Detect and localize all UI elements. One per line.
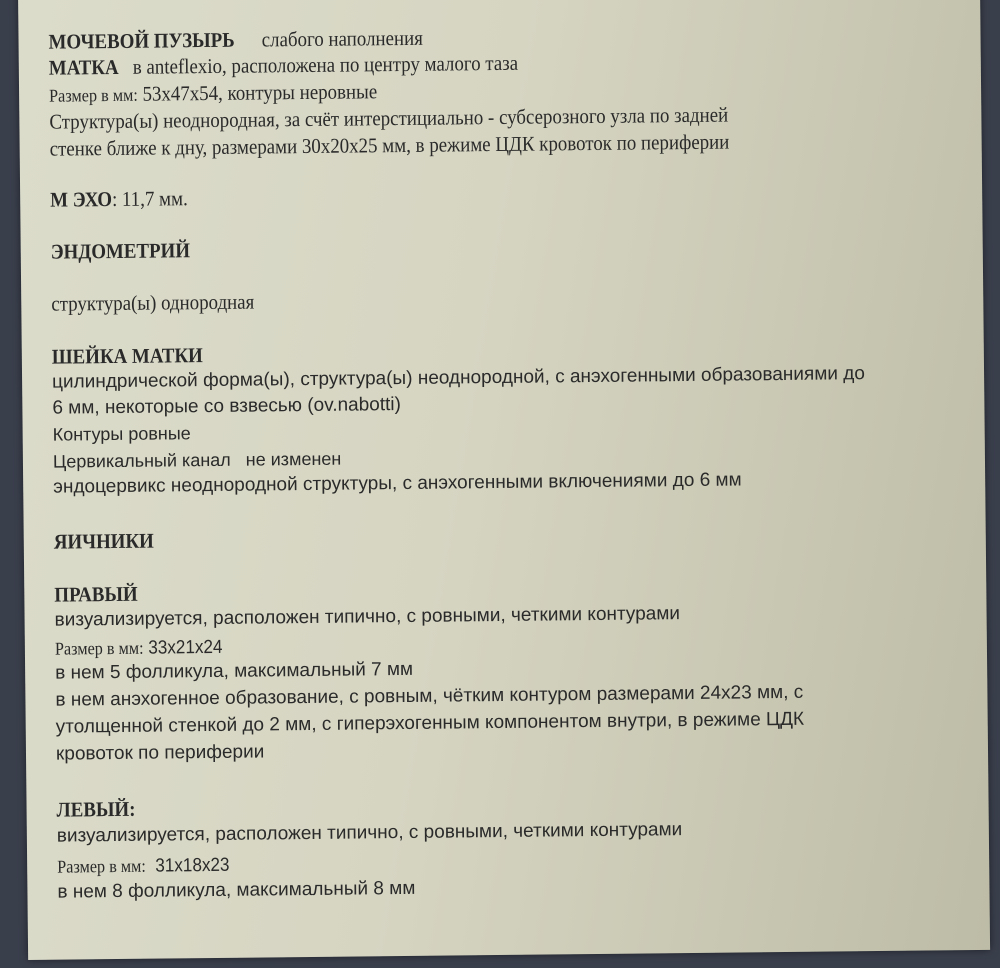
left-size-label: Размер в мм: xyxy=(57,855,146,877)
canal-value: не изменен xyxy=(245,448,342,470)
right-size-value: 33х21х24 xyxy=(148,636,223,659)
right-ovary-visual: визуализируется, расположен типично, с ровными, четкими контурами xyxy=(54,603,681,631)
bladder-line xyxy=(48,26,423,55)
uterus-line xyxy=(49,51,518,81)
left-ovary-visual: визуализируется, расположен типично, с ровными, четкими контурами xyxy=(56,819,683,847)
bladder-label: МОЧЕВОЙ ПУЗЫРЬ xyxy=(48,27,235,54)
uterus-size-value: 53х47х54, контуры неровные xyxy=(142,79,378,106)
left-ovary-size xyxy=(57,852,230,879)
uterus-structure-1: Структура(ы) неоднородная, за счёт интерстициально - субсерозного узла по задней xyxy=(49,102,729,134)
left-ovary-label: ЛЕВЫЙ: xyxy=(56,796,136,822)
ovaries-label: ЯИЧНИКИ xyxy=(53,528,154,554)
right-ovary-size xyxy=(55,634,223,661)
uterus-value: в anteflexio, расположена по центру малого таза xyxy=(132,50,519,79)
cervical-canal xyxy=(53,449,342,473)
right-formation-2: утолщенной стенкой до 2 мм, с гиперэхогенным компонентом внутри, в режиме ЦДК xyxy=(55,708,805,738)
bladder-value: слабого наполнения xyxy=(261,25,424,52)
document-page xyxy=(18,0,990,960)
right-ovary-label: ПРАВЫЙ xyxy=(54,581,138,607)
cervix-line-1: цилиндрической форма(ы), структура(ы) неоднородной, с анэхогенными образованиями до xyxy=(51,363,865,393)
left-size-value: 31х18х23 xyxy=(155,854,230,877)
uterus-size-label: Размер в мм: xyxy=(49,84,138,106)
endometrium-label: ЭНДОМЕТРИЙ xyxy=(50,238,191,264)
uterus-structure-2: стенке ближе к дну, размерами 30х20х25 мм, в режиме ЦДК кровоток по периферии xyxy=(49,129,730,161)
m-echo-label: М ЭХО xyxy=(50,187,113,212)
uterus-size xyxy=(49,79,377,107)
uterus-label: МАТКА xyxy=(48,54,119,80)
right-size-label: Размер в мм: xyxy=(54,637,144,659)
m-echo-value: : 11,7 мм. xyxy=(111,186,188,212)
endometrium-structure: структура(ы) однородная xyxy=(51,289,255,316)
canal-label: Цервикальный канал xyxy=(52,449,231,472)
cervix-label: ШЕЙКА МАТКИ xyxy=(51,343,203,369)
endocervix: эндоцервикс неоднородной структуры, с анэхогенными включениями до 6 мм xyxy=(53,469,742,498)
cervix-contours: Контуры ровные xyxy=(52,423,191,445)
right-follicles: в нем 5 фолликула, максимальный 7 мм xyxy=(55,658,414,684)
left-follicles: в нем 8 фолликула, максимальный 8 мм xyxy=(57,877,416,903)
right-formation-3: кровоток по периферии xyxy=(55,741,265,765)
m-echo-line xyxy=(50,186,188,212)
right-formation-1: в нем анэхогенное образование, с ровным, чётким контуром размерами 24х23 мм, с xyxy=(55,681,804,711)
cervix-line-2: 6 мм, некоторые со взвесью (ov.nabotti) xyxy=(52,394,402,419)
